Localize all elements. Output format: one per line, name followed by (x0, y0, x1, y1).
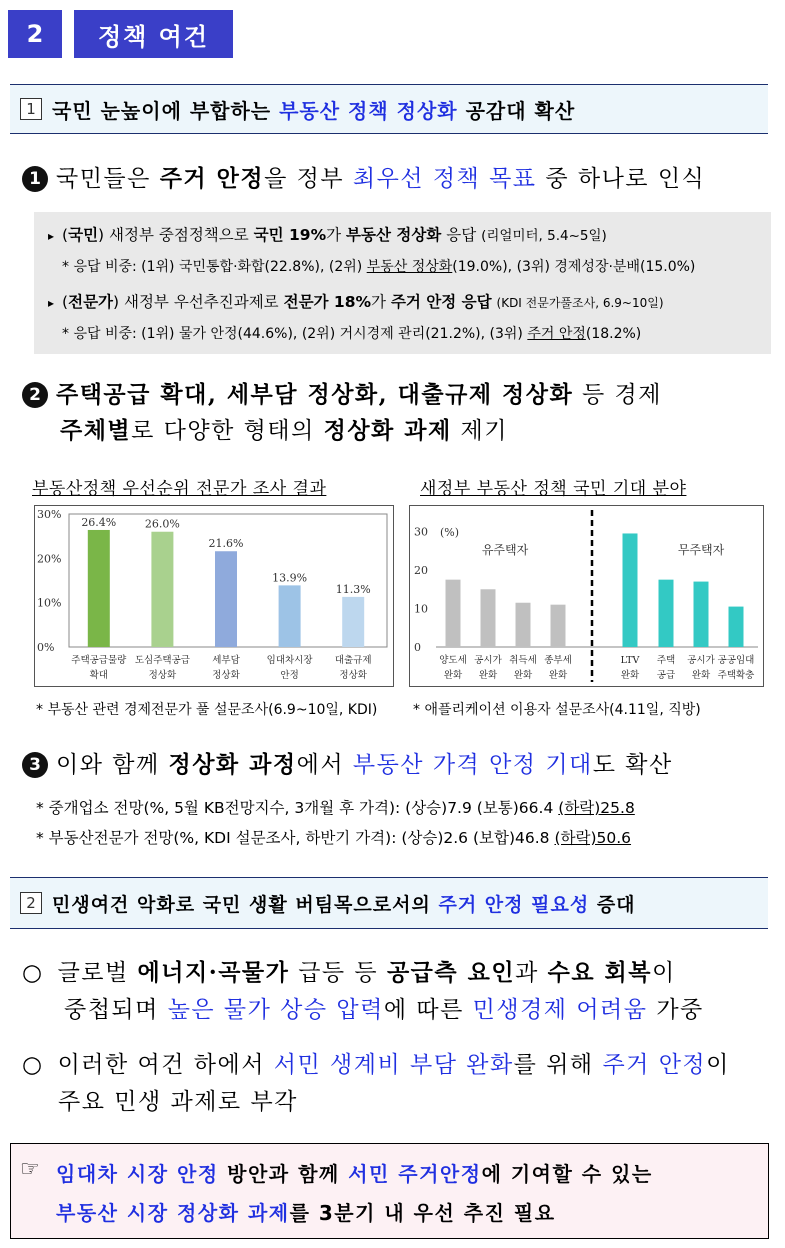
bar (623, 533, 638, 647)
number-marker: 3 (22, 752, 48, 778)
subsection-title: 민생여건 악화로 국민 생활 버팀목으로서의 주거 안정 필요성 증대 (52, 893, 636, 916)
x-tick-label: 양도세 (439, 655, 467, 666)
y-tick-label: 10 (414, 602, 428, 616)
paragraph-1-line-1: ○ 글로벌 에너지·곡물가 급등 등 공급측 요인과 수요 회복이 (22, 959, 676, 986)
survey-line-experts: ▸ (전문가) 새정부 우선추진과제로 전문가 18%가 주거 안정 응답 (KDI 전문가풀조사, 6.9~10일) (48, 293, 664, 311)
subsection-number: 1 (20, 98, 42, 120)
x-tick-label: 도심주택공급 (134, 655, 190, 666)
x-tick-label: LTV (620, 655, 640, 666)
x-tick-label: 완화 (443, 670, 463, 681)
x-tick-label: 세부담 (212, 655, 240, 666)
circle-bullet: ○ (22, 960, 44, 986)
bar (215, 551, 237, 647)
conclusion-line-1: 임대차 시장 안정 방안과 함께 서민 주거안정에 기여할 수 있는 (56, 1162, 653, 1186)
number-marker: 1 (22, 166, 48, 192)
x-tick-label: 정상화 (148, 670, 177, 681)
bar (694, 582, 709, 647)
paragraph-2-line-1: ○ 이러한 여건 하에서 서민 생계비 부담 완화를 위해 주거 안정이 (22, 1052, 730, 1078)
paragraph-2-line-2: 주요 민생 과제로 부각 (58, 1089, 298, 1115)
bullet-icon: ▸ (48, 296, 55, 310)
bar (729, 607, 744, 647)
x-tick-label: 임대차시장 (266, 655, 313, 666)
bullet-icon: ▸ (48, 229, 55, 243)
data-label: 11.3% (335, 582, 371, 596)
chart-citizens-svg (410, 506, 763, 686)
chart-note-experts: * 부동산 관련 경제전문가 풀 설문조사(6.9~10일, KDI) (36, 702, 378, 718)
subsection-number: 2 (20, 892, 42, 914)
subsection-bar-2 (10, 877, 768, 929)
survey-detail-experts: * 응답 비중: (1위) 물가 안정(44.6%), (2위) 거시경제 관리(21.2%), (3위) 주거 안정(18.2%) (62, 326, 642, 342)
bar (481, 589, 496, 647)
y-tick-label: 30% (37, 508, 62, 521)
data-label: 13.9% (272, 571, 308, 585)
data-label: 21.6% (208, 537, 244, 551)
chart-title-experts: 부동산정책 우선순위 전문가 조사 결과 (32, 479, 327, 499)
point-2-line-2: 주체별로 다양한 형태의 정상화 과제 제기 (60, 417, 508, 444)
chart-citizens (409, 505, 764, 687)
point-3: 3 이와 함께 정상화 과정에서 부동산 가격 안정 기대도 확산 (22, 746, 673, 779)
y-tick-label: 0% (37, 641, 55, 654)
y-tick-label: 10% (37, 596, 62, 610)
section-title-badge (74, 10, 233, 58)
x-tick-label: 완화 (620, 670, 640, 681)
section-title: 정책 여건 (97, 22, 210, 51)
x-tick-label: 공시가 (474, 655, 502, 666)
x-tick-label: 완화 (691, 670, 711, 681)
bar (88, 530, 110, 647)
x-tick-label: 완화 (548, 670, 568, 681)
x-tick-label: 주택확충 (717, 670, 755, 681)
chart-experts-svg (35, 506, 393, 686)
y-tick-label: 20% (37, 552, 62, 566)
x-tick-label: 정상화 (339, 670, 367, 681)
pointing-hand-icon: ☞ (20, 1157, 40, 1182)
x-tick-label: 대출규제 (334, 655, 372, 666)
chart-title-citizens: 새정부 부동산 정책 국민 기대 분야 (420, 479, 687, 499)
bar (551, 605, 566, 647)
x-tick-label: 완화 (478, 670, 498, 681)
bar (279, 585, 301, 647)
bar (659, 580, 674, 647)
group-label-owners: 유주택자 (481, 543, 529, 557)
x-tick-label: 정상화 (212, 670, 240, 681)
bar (342, 597, 364, 647)
y-tick-label: 30 (414, 525, 428, 539)
circle-bullet: ○ (22, 1052, 44, 1078)
point-2-line-1: 2 주택공급 확대, 세부담 정상화, 대출규제 정상화 등 경제 (22, 376, 662, 409)
x-tick-label: 완화 (513, 670, 533, 681)
section-number: 2 (26, 20, 44, 48)
section-number-badge (8, 10, 62, 58)
conclusion-line-2: 부동산 시장 정상화 과제를 3분기 내 우선 추진 필요 (56, 1201, 556, 1225)
x-tick-label: 주택공급물량 (71, 655, 127, 666)
x-tick-label: 안정 (280, 670, 299, 681)
x-tick-label: 공공임대 (717, 655, 755, 666)
subsection-bar-1 (10, 84, 768, 134)
x-tick-label: 공시가 (687, 655, 715, 666)
bar (516, 603, 531, 647)
subsection-title: 국민 눈높이에 부합하는 부동산 정책 정상화 공감대 확산 (52, 98, 576, 123)
unit-label: (%) (440, 526, 460, 539)
x-tick-label: 취득세 (509, 655, 537, 666)
x-tick-label: 주택 (656, 655, 676, 666)
x-tick-label: 공급 (656, 670, 676, 681)
footnote-experts: * 부동산전문가 전망(%, KDI 설문조사, 하반기 가격): (상승)2.6 (보합)46.8 (하락)50.6 (36, 829, 632, 847)
bar (446, 580, 461, 647)
data-label: 26.4% (81, 515, 117, 529)
y-tick-label: 20 (414, 564, 428, 578)
point-1: 1 국민들은 주거 안정을 정부 최우선 정책 목표 중 하나로 인식 (22, 160, 705, 193)
number-marker: 2 (22, 382, 48, 408)
group-label-non-owners: 무주택자 (677, 543, 725, 557)
y-tick-label: 0 (414, 641, 421, 654)
x-tick-label: 종부세 (544, 655, 572, 666)
survey-detail-citizens: * 응답 비중: (1위) 국민통합·화합(22.8%), (2위) 부동산 정상화(19.0%), (3위) 경제성장·분배(15.0%) (62, 259, 696, 275)
bar (151, 532, 173, 647)
paragraph-1-line-2: 중첩되며 높은 물가 상승 압력에 따른 민생경제 어려움 가중 (64, 997, 704, 1023)
x-tick-label: 확대 (89, 670, 108, 681)
data-label: 26.0% (144, 517, 180, 531)
footnote-brokers: * 중개업소 전망(%, 5월 KB전망지수, 3개월 후 가격): (상승)7.9 (보통)66.4 (하락)25.8 (36, 799, 635, 817)
chart-experts (34, 505, 394, 687)
survey-line-citizens: ▸ (국민) 새정부 중점정책으로 국민 19%가 부동산 정상화 응답 (리얼미터, 5.4~5일) (48, 226, 607, 244)
chart-note-citizens: * 애플리케이션 이용자 설문조사(4.11일, 직방) (413, 702, 701, 718)
